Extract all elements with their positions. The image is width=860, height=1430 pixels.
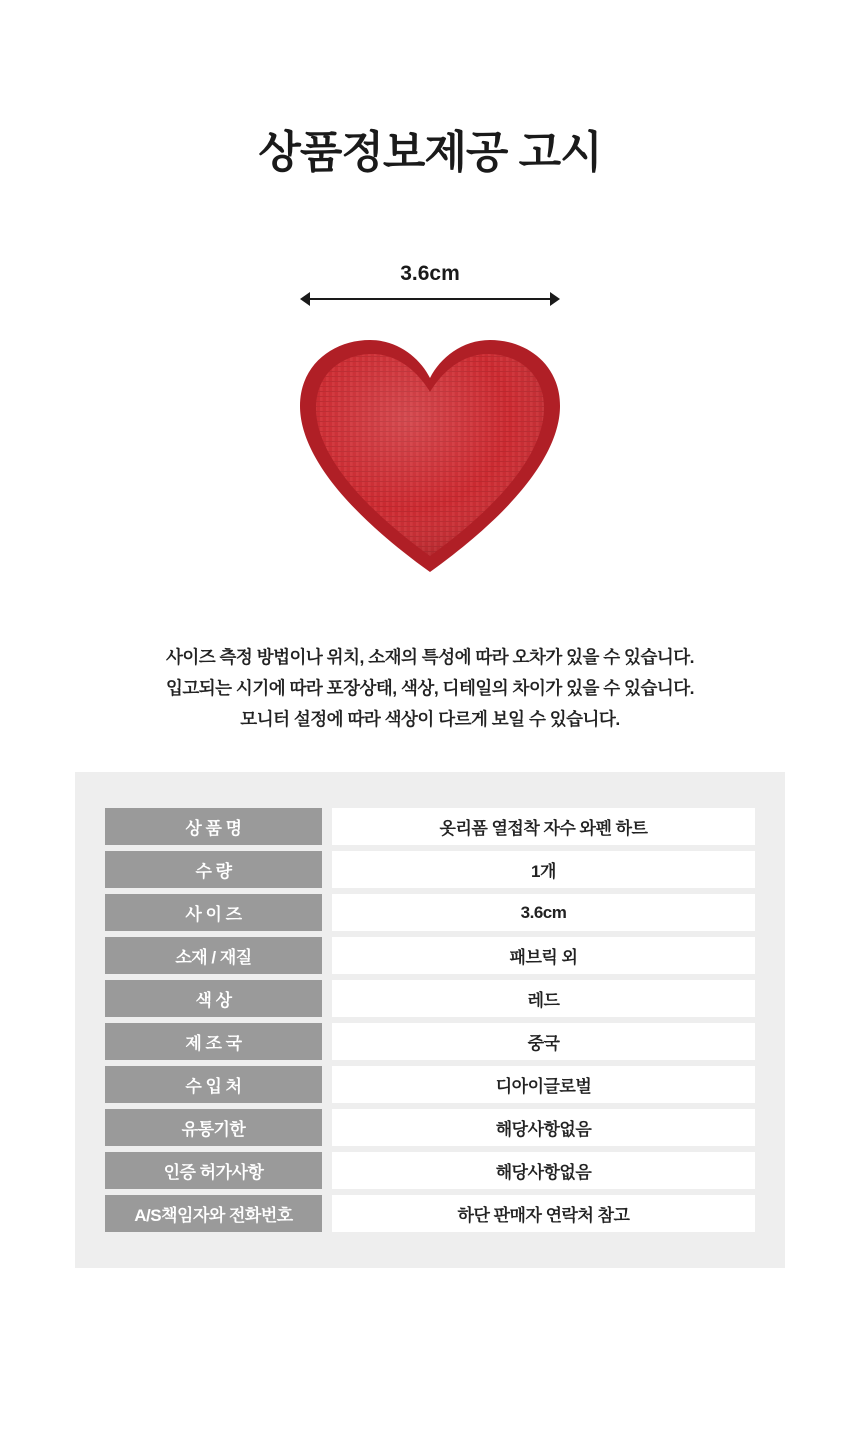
spec-table-panel <box>75 772 785 1268</box>
spec-value: 디아이글로벌 <box>332 1066 755 1103</box>
notice-line: 모니터 설정에 따라 색상이 다르게 보일 수 있습니다. <box>240 708 620 729</box>
cell-spacer <box>322 1152 332 1189</box>
notice-text <box>0 642 860 734</box>
heart-patch-image <box>0 332 860 582</box>
spec-value: 레드 <box>332 980 755 1017</box>
table-row <box>105 1066 755 1103</box>
table-row <box>105 894 755 931</box>
spec-key: 상 품 명 <box>105 808 322 845</box>
cell-spacer <box>322 937 332 974</box>
product-info-page <box>0 29 860 1430</box>
measurement-label: 3.6cm <box>400 262 460 286</box>
spec-key: 유통기한 <box>105 1109 322 1146</box>
spec-key: 수 량 <box>105 851 322 888</box>
cell-spacer <box>322 851 332 888</box>
spec-value: 해당사항없음 <box>332 1109 755 1146</box>
arrow-right-head-icon <box>550 292 560 306</box>
table-row <box>105 980 755 1017</box>
size-measurement <box>300 262 560 306</box>
cell-spacer <box>322 1195 332 1232</box>
spec-key: 제 조 국 <box>105 1023 322 1060</box>
table-row <box>105 1195 755 1232</box>
spec-value: 옷리폼 열접착 자수 와펜 하트 <box>332 808 755 845</box>
spec-value: 해당사항없음 <box>332 1152 755 1189</box>
double-arrow-icon <box>300 292 560 306</box>
cell-spacer <box>322 1023 332 1060</box>
notice-line: 입고되는 시기에 따라 포장상태, 색상, 디테일의 차이가 있을 수 있습니다. <box>165 677 695 698</box>
cell-spacer <box>322 1066 332 1103</box>
spec-value: 3.6cm <box>332 894 755 931</box>
spec-table <box>105 802 755 1238</box>
cell-spacer <box>322 980 332 1017</box>
cell-spacer <box>322 808 332 845</box>
spec-key: A/S책임자와 전화번호 <box>105 1195 322 1232</box>
table-row <box>105 1152 755 1189</box>
heart-icon <box>290 332 570 582</box>
spec-key: 색 상 <box>105 980 322 1017</box>
spec-value: 1개 <box>332 851 755 888</box>
spec-key: 소재 / 재질 <box>105 937 322 974</box>
table-row <box>105 851 755 888</box>
page-title: 상품정보제공 고시 <box>258 128 602 178</box>
table-row <box>105 1023 755 1060</box>
table-row <box>105 1109 755 1146</box>
cell-spacer <box>322 1109 332 1146</box>
spec-value: 패브릭 외 <box>332 937 755 974</box>
spec-key: 수 입 처 <box>105 1066 322 1103</box>
product-image-block <box>0 262 860 552</box>
table-row <box>105 937 755 974</box>
spec-value: 하단 판매자 연락처 참고 <box>332 1195 755 1232</box>
arrow-line <box>308 298 552 300</box>
spec-value: 중국 <box>332 1023 755 1060</box>
spec-key: 사 이 즈 <box>105 894 322 931</box>
table-row <box>105 808 755 845</box>
spec-key: 인증 허가사항 <box>105 1152 322 1189</box>
cell-spacer <box>322 894 332 931</box>
notice-line: 사이즈 측정 방법이나 위치, 소재의 특성에 따라 오차가 있을 수 있습니다. <box>165 647 695 668</box>
